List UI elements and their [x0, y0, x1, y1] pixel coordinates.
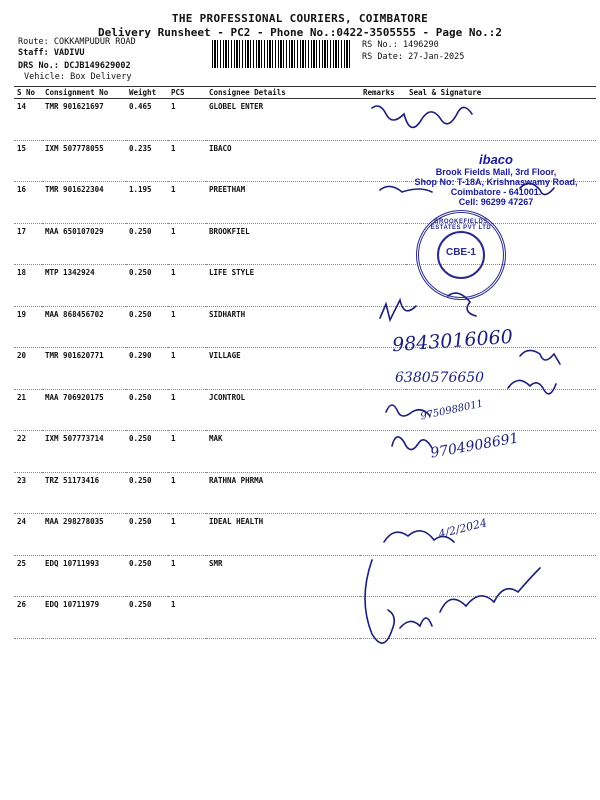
ibaco-address-2: Shop No: T-18A, Krishnaswamy Road,: [414, 177, 578, 187]
cell-sno: 15: [14, 140, 42, 182]
cell-weight: 0.465: [126, 99, 168, 141]
cell-sno: 21: [14, 389, 42, 431]
cell-weight: 0.250: [126, 514, 168, 556]
cell-consignment: EDQ 10711993: [42, 555, 126, 597]
rs-date-label: RS Date:: [362, 52, 403, 62]
cell-sno: 19: [14, 306, 42, 348]
vehicle-label: Vehicle:: [24, 72, 65, 82]
route-value: COKKAMPUDUR ROAD: [53, 37, 136, 47]
ibaco-brand: ibaco: [479, 152, 513, 167]
signature-row-16: [380, 183, 554, 194]
cell-pcs: 1: [168, 182, 206, 224]
ibaco-phone: Cell: 96299 47267: [458, 197, 534, 207]
cell-consignment: MTP 1342924: [42, 265, 126, 307]
signature-row-24: [384, 531, 454, 542]
company-title: THE PROFESSIONAL COURIERS, COIMBATORE: [171, 12, 429, 25]
cell-weight: 0.235: [126, 140, 168, 182]
signature-row-20: [520, 350, 560, 364]
cell-weight: 0.250: [126, 389, 168, 431]
runsheet-subtitle: Delivery Runsheet - PC2 - Phone No.:0422-3505555 - Page No.:2: [98, 26, 502, 39]
cell-sno: 25: [14, 555, 42, 597]
cell-consignment: TMR 901622304: [42, 182, 126, 224]
signature-row-14: [372, 106, 472, 127]
cell-pcs: 1: [168, 265, 206, 307]
cell-consignee: RATHNA PHRMA: [206, 472, 360, 514]
cell-pcs: 1: [168, 431, 206, 473]
cell-consignment: MAA 706920175: [42, 389, 126, 431]
cell-consignee: MAK: [206, 431, 360, 473]
col-remarks: Remarks: [360, 87, 406, 99]
cell-weight: 0.250: [126, 597, 168, 639]
handwritten-date: 4/2/2024: [437, 516, 489, 541]
cell-consignment: IXM 507778055: [42, 140, 126, 182]
rs-no-label: RS No.:: [362, 40, 398, 50]
handwritten-phone-2: 6380576650: [395, 370, 485, 386]
cell-weight: 0.250: [126, 472, 168, 514]
col-weight: Weight: [126, 87, 168, 99]
cell-pcs: 1: [168, 140, 206, 182]
cell-consignment: TMR 901621697: [42, 99, 126, 141]
signature-row-22: [386, 405, 430, 416]
drs-label: DRS No.:: [18, 61, 59, 71]
handwritten-phone-1: 9843016060: [391, 325, 514, 357]
ibaco-address-1: Brook Fields Mall, 3rd Floor,: [435, 167, 557, 177]
cell-pcs: 1: [168, 514, 206, 556]
rs-no-value: 1496290: [402, 40, 439, 50]
cell-consignee: IBACO: [206, 140, 360, 182]
rs-date-value: 27-Jan-2025: [408, 52, 465, 62]
cell-sno: 26: [14, 597, 42, 639]
cell-sno: 24: [14, 514, 42, 556]
vehicle-value: Box Delivery: [70, 72, 132, 82]
signature-row-26: [365, 560, 540, 643]
cell-pcs: 1: [168, 597, 206, 639]
cell-sno: 14: [14, 99, 42, 141]
cell-pcs: 1: [168, 306, 206, 348]
staff-label: Staff:: [18, 48, 49, 58]
cell-weight: 0.250: [126, 555, 168, 597]
cell-sno: 20: [14, 348, 42, 390]
cell-weight: 0.250: [126, 265, 168, 307]
cell-sno: 18: [14, 265, 42, 307]
cell-pcs: 1: [168, 223, 206, 265]
col-consignee: Consignee Details: [206, 87, 360, 99]
cell-pcs: 1: [168, 99, 206, 141]
col-seal-signature: Seal & Signature: [406, 87, 596, 99]
cell-consignee: VILLAGE: [206, 348, 360, 390]
cell-consignee: JCONTROL: [206, 389, 360, 431]
cell-sno: 16: [14, 182, 42, 224]
cell-consignment: MAA 868456702: [42, 306, 126, 348]
handwritten-phone-3: 9750988011: [419, 398, 485, 423]
cell-consignment: TRZ 51173416: [42, 472, 126, 514]
cell-weight: 1.195: [126, 182, 168, 224]
cell-consignment: IXM 507773714: [42, 431, 126, 473]
cell-sno: 17: [14, 223, 42, 265]
cell-consignment: TMR 901620771: [42, 348, 126, 390]
col-sno: S No: [14, 87, 42, 99]
cell-consignee: BROOKFIEL: [206, 223, 360, 265]
cell-weight: 0.290: [126, 348, 168, 390]
route-label: Route:: [18, 37, 49, 47]
cell-consignee: PREETHAM: [206, 182, 360, 224]
cell-pcs: 1: [168, 389, 206, 431]
cell-weight: 0.250: [126, 223, 168, 265]
ibaco-address-3: Coimbatore - 641001.: [450, 187, 542, 197]
cell-consignee: SIDHARTH: [206, 306, 360, 348]
staff-value: VADIVU: [53, 48, 85, 58]
signature-row-23: [392, 437, 432, 450]
cell-consignment: EDQ 10711979: [42, 597, 126, 639]
cell-consignment: MAA 650107029: [42, 223, 126, 265]
cell-pcs: 1: [168, 472, 206, 514]
seal-center-text: CBE-1: [445, 247, 476, 258]
cell-pcs: 1: [168, 555, 206, 597]
cell-consignment: MAA 298278035: [42, 514, 126, 556]
signature-row-21: [508, 380, 556, 393]
cell-sno: 22: [14, 431, 42, 473]
col-pcs: PCS: [168, 87, 206, 99]
col-consignment: Consignment No: [42, 87, 126, 99]
cell-consignee: SMR: [206, 555, 360, 597]
cell-consignee: IDEAL HEALTH: [206, 514, 360, 556]
cell-consignee: GLOBEL ENTER: [206, 99, 360, 141]
handwritten-phone-4: 9704908691: [429, 430, 520, 462]
cell-sno: 23: [14, 472, 42, 514]
drs-value: DCJB149629002: [64, 61, 131, 71]
cell-weight: 0.250: [126, 431, 168, 473]
signature-row-19: [380, 293, 476, 320]
cell-pcs: 1: [168, 348, 206, 390]
seal-ring-text: BROOKEFIELDS ESTATES PVT LTD: [430, 219, 492, 231]
cell-consignee: LIFE STYLE: [206, 265, 360, 307]
cell-weight: 0.250: [126, 306, 168, 348]
